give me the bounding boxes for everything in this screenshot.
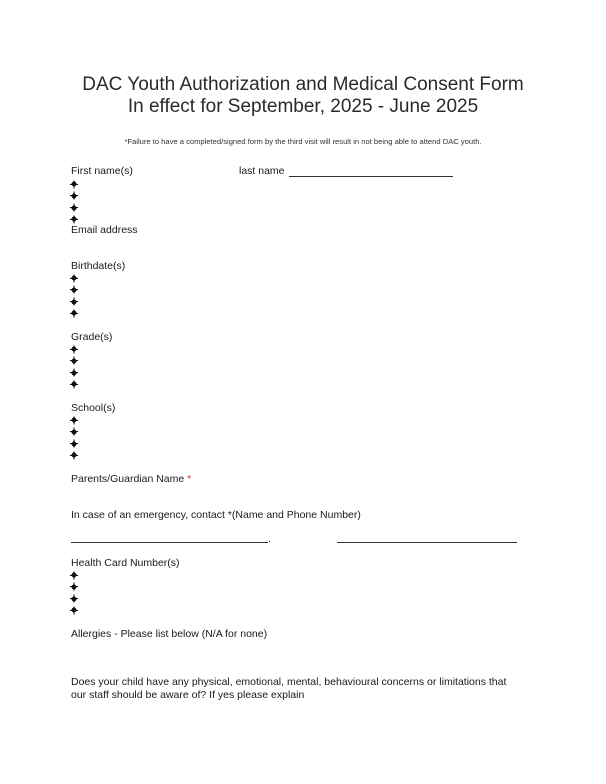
list-item[interactable] bbox=[71, 426, 77, 438]
bullet-icon bbox=[71, 429, 77, 435]
list-item[interactable] bbox=[71, 378, 77, 390]
parents-label bbox=[71, 473, 191, 485]
bullet-icon bbox=[71, 572, 77, 578]
school-label: School(s) bbox=[71, 402, 116, 414]
emergency-name-field[interactable] bbox=[71, 542, 268, 543]
bullet-icon bbox=[71, 275, 77, 281]
list-item[interactable] bbox=[71, 449, 77, 461]
bullet-icon bbox=[71, 381, 77, 387]
birthdate-label: Birthdate(s) bbox=[71, 260, 126, 272]
concerns-label-line1: Does your child have any physical, emotional, mental, behavioural concerns or limitations that bbox=[71, 676, 507, 688]
bullet-icon bbox=[71, 205, 77, 211]
bullet-icon bbox=[71, 181, 77, 187]
list-item[interactable] bbox=[71, 272, 77, 284]
allergies-label: Allergies - Please list below (N/A for none) bbox=[71, 628, 268, 640]
required-mark: * bbox=[187, 473, 192, 485]
list-item[interactable] bbox=[71, 307, 77, 319]
list-item[interactable] bbox=[71, 438, 77, 450]
bullet-icon bbox=[71, 299, 77, 305]
last-name-label: last name bbox=[239, 165, 285, 177]
first-name-list bbox=[71, 178, 77, 225]
list-item[interactable] bbox=[71, 343, 77, 355]
birthdate-list bbox=[71, 272, 77, 319]
bullet-icon bbox=[71, 441, 77, 447]
list-item[interactable] bbox=[71, 296, 77, 308]
school-list bbox=[71, 414, 77, 461]
emergency-label: In case of an emergency, contact *(Name and Phone Number) bbox=[71, 509, 361, 521]
parents-label-text: Parents/Guardian Name bbox=[71, 473, 185, 485]
list-item[interactable] bbox=[71, 581, 77, 593]
bullet-icon bbox=[71, 287, 77, 293]
health-card-label: Health Card Number(s) bbox=[71, 557, 180, 569]
list-item[interactable] bbox=[71, 367, 77, 379]
bullet-icon bbox=[71, 607, 77, 613]
list-item[interactable] bbox=[71, 355, 77, 367]
bullet-icon bbox=[71, 452, 77, 458]
bullet-icon bbox=[71, 216, 77, 222]
first-name-label: First name(s) bbox=[71, 165, 133, 177]
emergency-phone-field[interactable] bbox=[337, 542, 517, 543]
list-item[interactable] bbox=[71, 604, 77, 616]
list-item[interactable] bbox=[71, 414, 77, 426]
bullet-icon bbox=[71, 370, 77, 376]
last-name-field[interactable] bbox=[289, 176, 453, 177]
bullet-icon bbox=[71, 358, 77, 364]
grade-label: Grade(s) bbox=[71, 331, 113, 343]
bullet-icon bbox=[71, 417, 77, 423]
list-item[interactable] bbox=[71, 284, 77, 296]
health-card-list bbox=[71, 569, 77, 616]
grade-list bbox=[71, 343, 77, 390]
list-item[interactable] bbox=[71, 202, 77, 214]
emergency-separator: . bbox=[268, 533, 271, 545]
bullet-icon bbox=[71, 346, 77, 352]
form-subtitle: In effect for September, 2025 - June 2025 bbox=[127, 96, 479, 117]
list-item[interactable] bbox=[71, 569, 77, 581]
bullet-icon bbox=[71, 310, 77, 316]
email-label: Email address bbox=[71, 224, 138, 236]
bullet-icon bbox=[71, 584, 77, 590]
list-item[interactable] bbox=[71, 593, 77, 605]
list-item[interactable] bbox=[71, 190, 77, 202]
list-item[interactable] bbox=[71, 178, 77, 190]
bullet-icon bbox=[71, 193, 77, 199]
form-title: DAC Youth Authorization and Medical Consent Form bbox=[82, 74, 524, 95]
bullet-icon bbox=[71, 596, 77, 602]
attendance-notice: *Failure to have a completed/signed form by the third visit will result in not being able to attend DAC youth. bbox=[124, 137, 482, 146]
concerns-label-line2: our staff should be aware of? If yes please explain bbox=[71, 689, 305, 701]
